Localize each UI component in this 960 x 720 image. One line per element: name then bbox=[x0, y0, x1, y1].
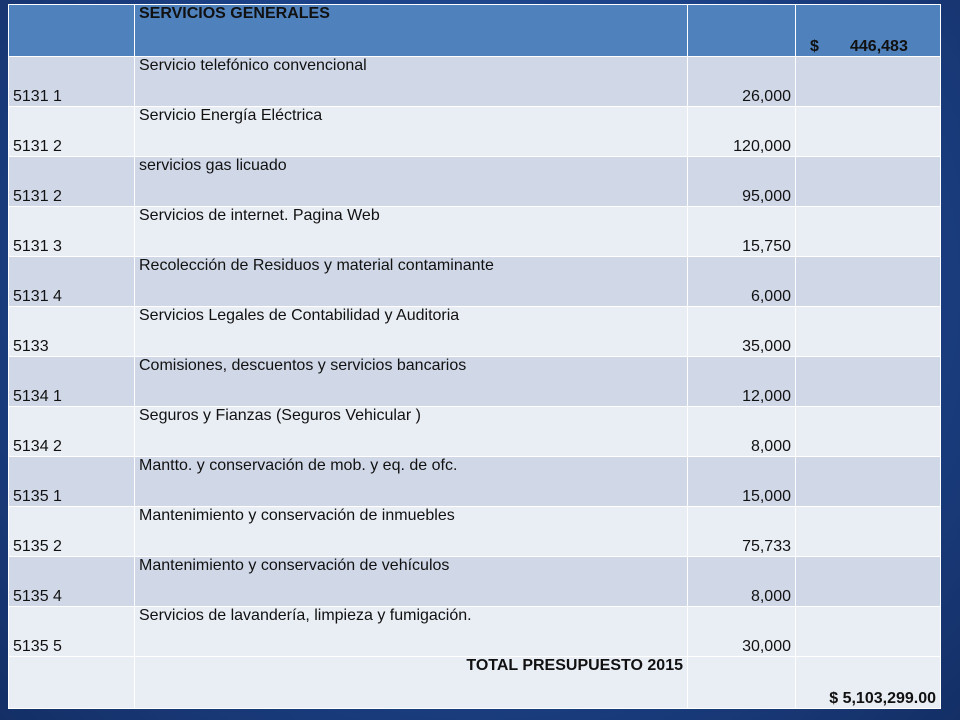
header-row bbox=[9, 5, 941, 57]
account-amount: 95,000 bbox=[688, 157, 796, 207]
table-row bbox=[9, 557, 941, 607]
account-amount: 75,733 bbox=[688, 507, 796, 557]
account-code: 5135 4 bbox=[9, 557, 135, 607]
account-description: Mantto. y conservación de mob. y eq. de ofc. bbox=[135, 457, 688, 507]
section-title: SERVICIOS GENERALES bbox=[135, 5, 688, 57]
empty-cell bbox=[796, 57, 941, 107]
account-description: Mantenimiento y conservación de vehículos bbox=[135, 557, 688, 607]
section-subtotal bbox=[796, 5, 941, 57]
table-row bbox=[9, 207, 941, 257]
empty-cell bbox=[796, 607, 941, 657]
account-code: 5131 3 bbox=[9, 207, 135, 257]
account-description: Seguros y Fianzas (Seguros Vehicular ) bbox=[135, 407, 688, 457]
table-row bbox=[9, 507, 941, 557]
table-row bbox=[9, 257, 941, 307]
header-code-cell bbox=[9, 5, 135, 57]
account-amount: 35,000 bbox=[688, 307, 796, 357]
account-amount: 26,000 bbox=[688, 57, 796, 107]
account-amount: 8,000 bbox=[688, 557, 796, 607]
account-amount: 120,000 bbox=[688, 107, 796, 157]
account-amount: 8,000 bbox=[688, 407, 796, 457]
grand-total: $ 5,103,299.00 bbox=[796, 657, 941, 709]
account-amount: 6,000 bbox=[688, 257, 796, 307]
table-row bbox=[9, 607, 941, 657]
account-description: servicios gas licuado bbox=[135, 157, 688, 207]
table-row bbox=[9, 307, 941, 357]
table-row bbox=[9, 157, 941, 207]
account-code: 5133 bbox=[9, 307, 135, 357]
account-description: Servicios de internet. Pagina Web bbox=[135, 207, 688, 257]
empty-cell bbox=[796, 307, 941, 357]
subtotal-value: 446,483 bbox=[850, 38, 908, 55]
account-code: 5131 2 bbox=[9, 157, 135, 207]
account-description: Servicio telefónico convencional bbox=[135, 57, 688, 107]
account-amount: 30,000 bbox=[688, 607, 796, 657]
account-code: 5135 1 bbox=[9, 457, 135, 507]
account-code: 5135 5 bbox=[9, 607, 135, 657]
empty-cell bbox=[796, 207, 941, 257]
footer-amount-cell bbox=[688, 657, 796, 709]
account-code: 5134 2 bbox=[9, 407, 135, 457]
account-code: 5131 2 bbox=[9, 107, 135, 157]
table-row bbox=[9, 57, 941, 107]
account-description: Recolección de Residuos y material contaminante bbox=[135, 257, 688, 307]
footer-row bbox=[9, 657, 941, 709]
table-row bbox=[9, 357, 941, 407]
account-description: Mantenimiento y conservación de inmuebles bbox=[135, 507, 688, 557]
account-code: 5135 2 bbox=[9, 507, 135, 557]
account-description: Servicios de lavandería, limpieza y fumigación. bbox=[135, 607, 688, 657]
account-amount: 12,000 bbox=[688, 357, 796, 407]
account-code: 5131 4 bbox=[9, 257, 135, 307]
table-row bbox=[9, 407, 941, 457]
empty-cell bbox=[796, 257, 941, 307]
empty-cell bbox=[796, 107, 941, 157]
account-description: Servicio Energía Eléctrica bbox=[135, 107, 688, 157]
account-code: 5134 1 bbox=[9, 357, 135, 407]
total-label: TOTAL PRESUPUESTO 2015 bbox=[135, 657, 688, 709]
account-code: 5131 1 bbox=[9, 57, 135, 107]
header-amount-cell bbox=[688, 5, 796, 57]
empty-cell bbox=[796, 407, 941, 457]
budget-table bbox=[8, 4, 941, 709]
account-amount: 15,000 bbox=[688, 457, 796, 507]
empty-cell bbox=[796, 557, 941, 607]
empty-cell bbox=[796, 457, 941, 507]
account-description: Comisiones, descuentos y servicios bancarios bbox=[135, 357, 688, 407]
table-row bbox=[9, 457, 941, 507]
empty-cell bbox=[796, 357, 941, 407]
currency-symbol: $ bbox=[810, 38, 819, 55]
footer-code-cell bbox=[9, 657, 135, 709]
empty-cell bbox=[796, 507, 941, 557]
table-row bbox=[9, 107, 941, 157]
budget-table-body bbox=[9, 5, 941, 709]
account-description: Servicios Legales de Contabilidad y Auditoria bbox=[135, 307, 688, 357]
empty-cell bbox=[796, 157, 941, 207]
account-amount: 15,750 bbox=[688, 207, 796, 257]
